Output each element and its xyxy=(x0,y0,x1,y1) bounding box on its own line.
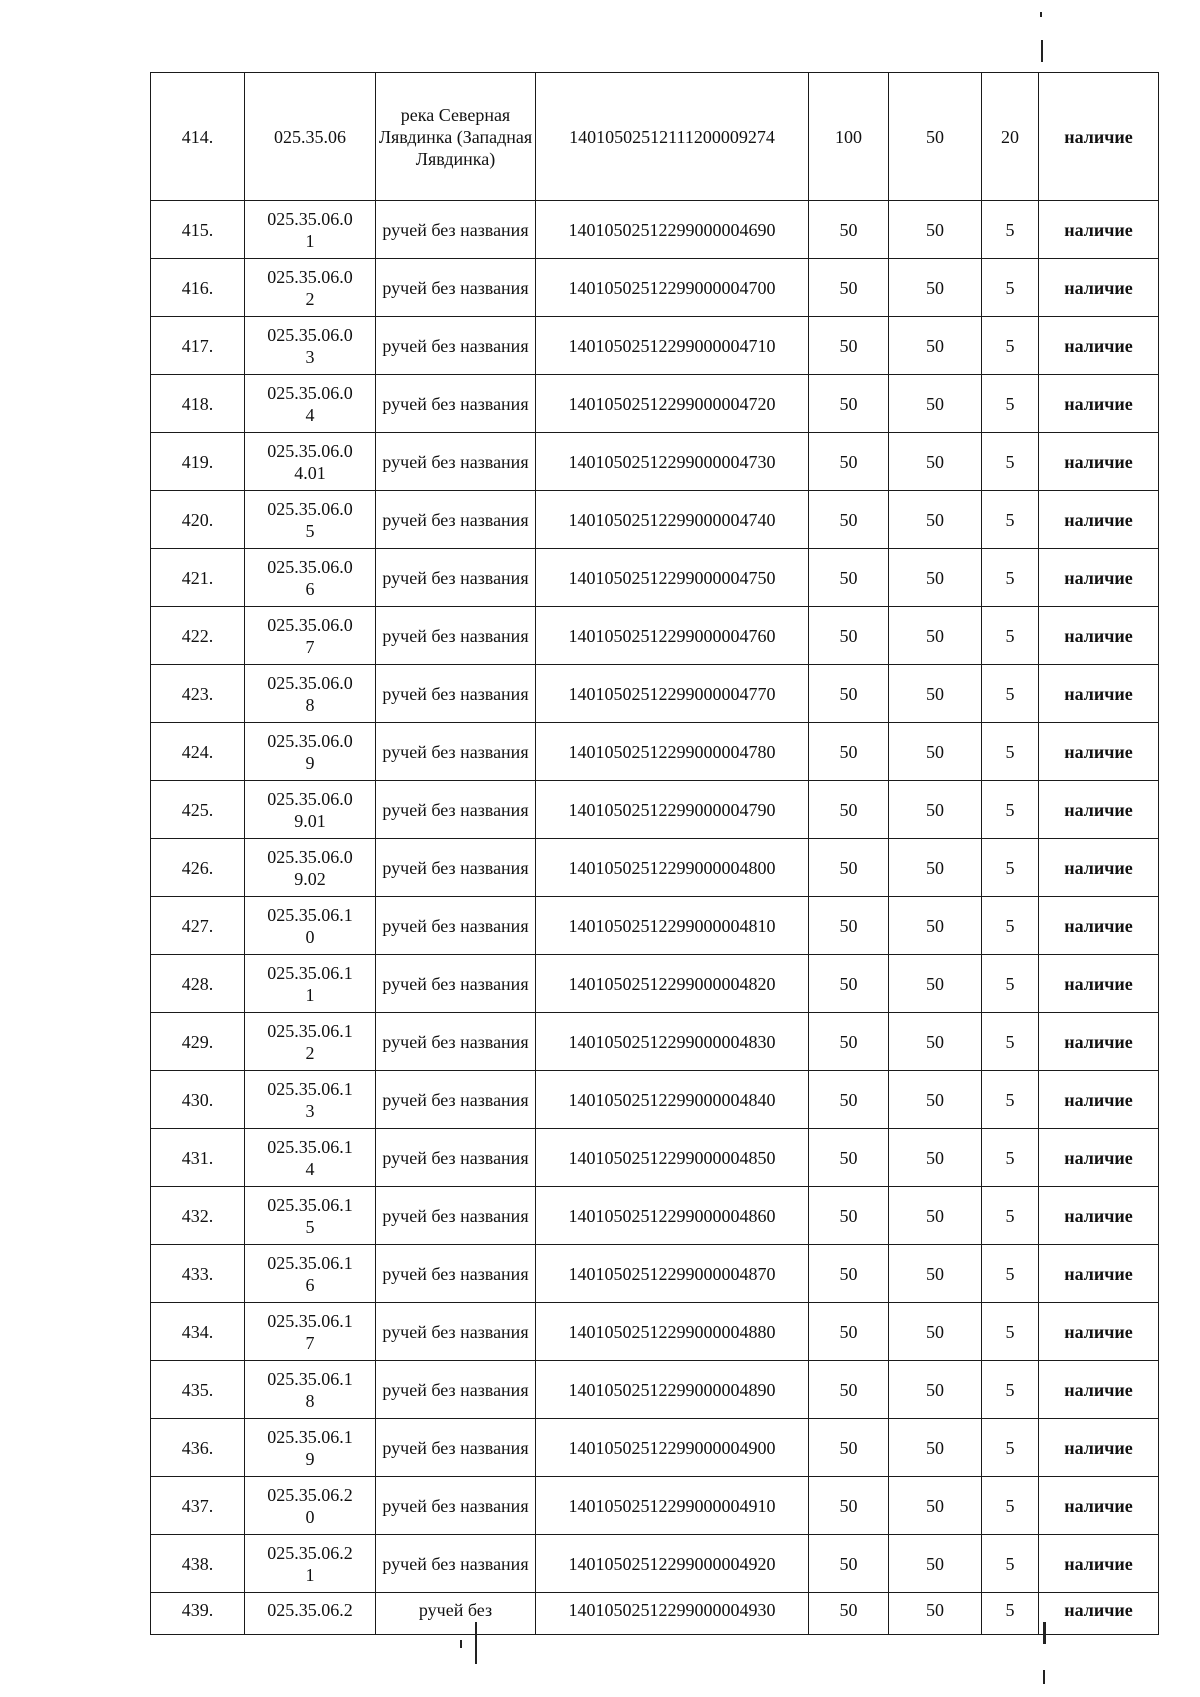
value-1: 50 xyxy=(809,201,889,259)
registry-code: 14010502512299000004810 xyxy=(536,897,809,955)
status: наличие xyxy=(1039,259,1159,317)
value-1: 50 xyxy=(809,607,889,665)
value-3: 5 xyxy=(982,1419,1039,1477)
value-1: 50 xyxy=(809,259,889,317)
value-3: 5 xyxy=(982,1071,1039,1129)
value-1: 50 xyxy=(809,1303,889,1361)
table-row xyxy=(151,1535,1159,1593)
value-2: 50 xyxy=(889,433,982,491)
table-row xyxy=(151,549,1159,607)
value-2: 50 xyxy=(889,955,982,1013)
object-code: 025.35.06.0 7 xyxy=(245,607,376,665)
status: наличие xyxy=(1039,1187,1159,1245)
registry-code: 14010502512299000004840 xyxy=(536,1071,809,1129)
scan-mark xyxy=(1043,1670,1045,1684)
row-number: 430. xyxy=(151,1071,245,1129)
row-number: 420. xyxy=(151,491,245,549)
registry-code: 14010502512299000004830 xyxy=(536,1013,809,1071)
row-number: 432. xyxy=(151,1187,245,1245)
value-3: 5 xyxy=(982,491,1039,549)
value-3: 5 xyxy=(982,723,1039,781)
value-2: 50 xyxy=(889,607,982,665)
status: наличие xyxy=(1039,375,1159,433)
row-number: 439. xyxy=(151,1593,245,1635)
value-2: 50 xyxy=(889,1129,982,1187)
object-code: 025.35.06.0 6 xyxy=(245,549,376,607)
scan-mark xyxy=(1041,40,1043,62)
registry-code: 14010502512299000004920 xyxy=(536,1535,809,1593)
registry-code: 14010502512299000004770 xyxy=(536,665,809,723)
value-2: 50 xyxy=(889,1477,982,1535)
value-2: 50 xyxy=(889,897,982,955)
row-number: 426. xyxy=(151,839,245,897)
object-name: ручей без названия xyxy=(376,1245,536,1303)
value-2: 50 xyxy=(889,1593,982,1635)
value-3: 5 xyxy=(982,955,1039,1013)
status: наличие xyxy=(1039,955,1159,1013)
value-3: 20 xyxy=(982,73,1039,201)
object-code: 025.35.06.0 8 xyxy=(245,665,376,723)
status: наличие xyxy=(1039,665,1159,723)
value-1: 50 xyxy=(809,1419,889,1477)
value-2: 50 xyxy=(889,201,982,259)
object-name: ручей без названия xyxy=(376,839,536,897)
object-name: ручей без xyxy=(376,1593,536,1635)
row-number: 429. xyxy=(151,1013,245,1071)
value-3: 5 xyxy=(982,549,1039,607)
status: наличие xyxy=(1039,897,1159,955)
scan-mark xyxy=(1043,1622,1046,1644)
value-3: 5 xyxy=(982,1303,1039,1361)
row-number: 424. xyxy=(151,723,245,781)
status: наличие xyxy=(1039,1303,1159,1361)
row-number: 417. xyxy=(151,317,245,375)
status: наличие xyxy=(1039,433,1159,491)
value-3: 5 xyxy=(982,1013,1039,1071)
table-row xyxy=(151,1071,1159,1129)
row-number: 422. xyxy=(151,607,245,665)
row-number: 437. xyxy=(151,1477,245,1535)
value-3: 5 xyxy=(982,781,1039,839)
registry-code: 14010502512299000004690 xyxy=(536,201,809,259)
status: наличие xyxy=(1039,723,1159,781)
table-row xyxy=(151,955,1159,1013)
row-number: 434. xyxy=(151,1303,245,1361)
table-row xyxy=(151,839,1159,897)
value-2: 50 xyxy=(889,665,982,723)
value-2: 50 xyxy=(889,839,982,897)
value-2: 50 xyxy=(889,1013,982,1071)
table-row xyxy=(151,1303,1159,1361)
object-code: 025.35.06.2 0 xyxy=(245,1477,376,1535)
object-code: 025.35.06.0 4.01 xyxy=(245,433,376,491)
value-3: 5 xyxy=(982,665,1039,723)
object-name: ручей без названия xyxy=(376,1419,536,1477)
object-name: ручей без названия xyxy=(376,317,536,375)
status: наличие xyxy=(1039,1071,1159,1129)
status: наличие xyxy=(1039,781,1159,839)
object-name: ручей без названия xyxy=(376,1361,536,1419)
table-row xyxy=(151,781,1159,839)
value-2: 50 xyxy=(889,1071,982,1129)
value-2: 50 xyxy=(889,317,982,375)
row-number: 436. xyxy=(151,1419,245,1477)
registry-code: 14010502512299000004740 xyxy=(536,491,809,549)
registry-code: 14010502512299000004800 xyxy=(536,839,809,897)
status: наличие xyxy=(1039,73,1159,201)
value-2: 50 xyxy=(889,723,982,781)
value-1: 50 xyxy=(809,1361,889,1419)
table-row xyxy=(151,1419,1159,1477)
row-number: 438. xyxy=(151,1535,245,1593)
table-row xyxy=(151,1129,1159,1187)
table-row xyxy=(151,665,1159,723)
value-2: 50 xyxy=(889,1245,982,1303)
value-1: 50 xyxy=(809,781,889,839)
value-2: 50 xyxy=(889,1419,982,1477)
object-code: 025.35.06.1 5 xyxy=(245,1187,376,1245)
table-row xyxy=(151,259,1159,317)
value-2: 50 xyxy=(889,1303,982,1361)
row-number: 427. xyxy=(151,897,245,955)
value-1: 50 xyxy=(809,491,889,549)
value-2: 50 xyxy=(889,491,982,549)
value-2: 50 xyxy=(889,549,982,607)
value-2: 50 xyxy=(889,1187,982,1245)
object-code: 025.35.06.2 1 xyxy=(245,1535,376,1593)
object-name: ручей без названия xyxy=(376,259,536,317)
value-3: 5 xyxy=(982,201,1039,259)
object-code: 025.35.06.1 9 xyxy=(245,1419,376,1477)
value-1: 50 xyxy=(809,1129,889,1187)
object-code: 025.35.06.0 9.01 xyxy=(245,781,376,839)
object-name: ручей без названия xyxy=(376,897,536,955)
value-1: 50 xyxy=(809,1071,889,1129)
object-name: ручей без названия xyxy=(376,1477,536,1535)
object-code: 025.35.06.1 0 xyxy=(245,897,376,955)
value-1: 100 xyxy=(809,73,889,201)
value-2: 50 xyxy=(889,375,982,433)
value-3: 5 xyxy=(982,1361,1039,1419)
row-number: 433. xyxy=(151,1245,245,1303)
row-number: 419. xyxy=(151,433,245,491)
status: наличие xyxy=(1039,1013,1159,1071)
value-3: 5 xyxy=(982,433,1039,491)
registry-code: 14010502512299000004890 xyxy=(536,1361,809,1419)
value-1: 50 xyxy=(809,549,889,607)
row-number: 421. xyxy=(151,549,245,607)
row-number: 423. xyxy=(151,665,245,723)
object-name: ручей без названия xyxy=(376,201,536,259)
value-1: 50 xyxy=(809,1593,889,1635)
object-name: река Северная Лявдинка (Западная Лявдинка) xyxy=(376,73,536,201)
registry-code: 14010502512299000004790 xyxy=(536,781,809,839)
value-1: 50 xyxy=(809,897,889,955)
registry-code: 14010502512299000004900 xyxy=(536,1419,809,1477)
object-name: ручей без названия xyxy=(376,491,536,549)
value-2: 50 xyxy=(889,259,982,317)
object-code: 025.35.06.0 9 xyxy=(245,723,376,781)
registry-code: 14010502512299000004700 xyxy=(536,259,809,317)
value-1: 50 xyxy=(809,433,889,491)
table-row xyxy=(151,491,1159,549)
object-code: 025.35.06.1 4 xyxy=(245,1129,376,1187)
value-3: 5 xyxy=(982,897,1039,955)
object-code: 025.35.06.1 6 xyxy=(245,1245,376,1303)
scan-mark xyxy=(475,1622,477,1664)
value-3: 5 xyxy=(982,375,1039,433)
value-3: 5 xyxy=(982,1187,1039,1245)
value-3: 5 xyxy=(982,1129,1039,1187)
row-number: 415. xyxy=(151,201,245,259)
status: наличие xyxy=(1039,1361,1159,1419)
object-name: ручей без названия xyxy=(376,549,536,607)
object-name: ручей без названия xyxy=(376,1071,536,1129)
object-code: 025.35.06.0 4 xyxy=(245,375,376,433)
value-3: 5 xyxy=(982,1245,1039,1303)
value-2: 50 xyxy=(889,1535,982,1593)
value-1: 50 xyxy=(809,1013,889,1071)
status: наличие xyxy=(1039,1419,1159,1477)
value-3: 5 xyxy=(982,1593,1039,1635)
scan-mark xyxy=(460,1640,462,1648)
object-name: ручей без названия xyxy=(376,607,536,665)
table-row xyxy=(151,607,1159,665)
value-1: 50 xyxy=(809,1535,889,1593)
object-name: ручей без названия xyxy=(376,1129,536,1187)
water-objects-table xyxy=(150,72,1159,1635)
status: наличие xyxy=(1039,549,1159,607)
table-row xyxy=(151,433,1159,491)
row-number: 435. xyxy=(151,1361,245,1419)
registry-code: 14010502512299000004860 xyxy=(536,1187,809,1245)
value-1: 50 xyxy=(809,1187,889,1245)
object-code: 025.35.06 xyxy=(245,73,376,201)
object-code: 025.35.06.1 3 xyxy=(245,1071,376,1129)
object-name: ручей без названия xyxy=(376,1187,536,1245)
value-2: 50 xyxy=(889,781,982,839)
table-row xyxy=(151,73,1159,201)
value-1: 50 xyxy=(809,839,889,897)
object-code: 025.35.06.1 8 xyxy=(245,1361,376,1419)
value-1: 50 xyxy=(809,317,889,375)
table-row xyxy=(151,723,1159,781)
table-row xyxy=(151,375,1159,433)
table-row xyxy=(151,1013,1159,1071)
registry-code: 14010502512299000004710 xyxy=(536,317,809,375)
object-code: 025.35.06.1 7 xyxy=(245,1303,376,1361)
row-number: 428. xyxy=(151,955,245,1013)
object-code: 025.35.06.2 xyxy=(245,1593,376,1635)
object-code: 025.35.06.0 9.02 xyxy=(245,839,376,897)
object-name: ручей без названия xyxy=(376,781,536,839)
registry-code: 14010502512299000004730 xyxy=(536,433,809,491)
value-3: 5 xyxy=(982,839,1039,897)
object-name: ручей без названия xyxy=(376,1013,536,1071)
status: наличие xyxy=(1039,1535,1159,1593)
value-1: 50 xyxy=(809,665,889,723)
registry-code: 14010502512299000004780 xyxy=(536,723,809,781)
row-number: 425. xyxy=(151,781,245,839)
status: наличие xyxy=(1039,1477,1159,1535)
value-2: 50 xyxy=(889,73,982,201)
value-3: 5 xyxy=(982,259,1039,317)
object-name: ручей без названия xyxy=(376,433,536,491)
object-name: ручей без названия xyxy=(376,955,536,1013)
value-3: 5 xyxy=(982,317,1039,375)
object-code: 025.35.06.0 1 xyxy=(245,201,376,259)
value-1: 50 xyxy=(809,723,889,781)
value-3: 5 xyxy=(982,607,1039,665)
object-name: ручей без названия xyxy=(376,1303,536,1361)
value-3: 5 xyxy=(982,1535,1039,1593)
object-code: 025.35.06.1 2 xyxy=(245,1013,376,1071)
registry-code: 14010502512299000004760 xyxy=(536,607,809,665)
value-1: 50 xyxy=(809,955,889,1013)
table-row xyxy=(151,201,1159,259)
scan-mark xyxy=(1040,12,1042,17)
object-code: 025.35.06.0 2 xyxy=(245,259,376,317)
object-code: 025.35.06.0 3 xyxy=(245,317,376,375)
registry-code: 14010502512111200009274 xyxy=(536,73,809,201)
object-code: 025.35.06.1 1 xyxy=(245,955,376,1013)
status: наличие xyxy=(1039,317,1159,375)
table-row xyxy=(151,1245,1159,1303)
row-number: 416. xyxy=(151,259,245,317)
row-number: 418. xyxy=(151,375,245,433)
status: наличие xyxy=(1039,1129,1159,1187)
table-row xyxy=(151,1593,1159,1635)
registry-code: 14010502512299000004930 xyxy=(536,1593,809,1635)
registry-code: 14010502512299000004850 xyxy=(536,1129,809,1187)
registry-code: 14010502512299000004870 xyxy=(536,1245,809,1303)
registry-code: 14010502512299000004750 xyxy=(536,549,809,607)
status: наличие xyxy=(1039,491,1159,549)
status: наличие xyxy=(1039,839,1159,897)
registry-code: 14010502512299000004880 xyxy=(536,1303,809,1361)
registry-code: 14010502512299000004720 xyxy=(536,375,809,433)
object-name: ручей без названия xyxy=(376,1535,536,1593)
value-1: 50 xyxy=(809,1477,889,1535)
table-row xyxy=(151,897,1159,955)
value-1: 50 xyxy=(809,375,889,433)
status: наличие xyxy=(1039,201,1159,259)
object-code: 025.35.06.0 5 xyxy=(245,491,376,549)
table-row xyxy=(151,1361,1159,1419)
status: наличие xyxy=(1039,607,1159,665)
status: наличие xyxy=(1039,1245,1159,1303)
table-row xyxy=(151,1477,1159,1535)
table-row xyxy=(151,317,1159,375)
object-name: ручей без названия xyxy=(376,375,536,433)
object-name: ручей без названия xyxy=(376,665,536,723)
value-2: 50 xyxy=(889,1361,982,1419)
status: наличие xyxy=(1039,1593,1159,1635)
row-number: 414. xyxy=(151,73,245,201)
table-row xyxy=(151,1187,1159,1245)
value-1: 50 xyxy=(809,1245,889,1303)
value-3: 5 xyxy=(982,1477,1039,1535)
registry-code: 14010502512299000004820 xyxy=(536,955,809,1013)
row-number: 431. xyxy=(151,1129,245,1187)
object-name: ручей без названия xyxy=(376,723,536,781)
registry-code: 14010502512299000004910 xyxy=(536,1477,809,1535)
